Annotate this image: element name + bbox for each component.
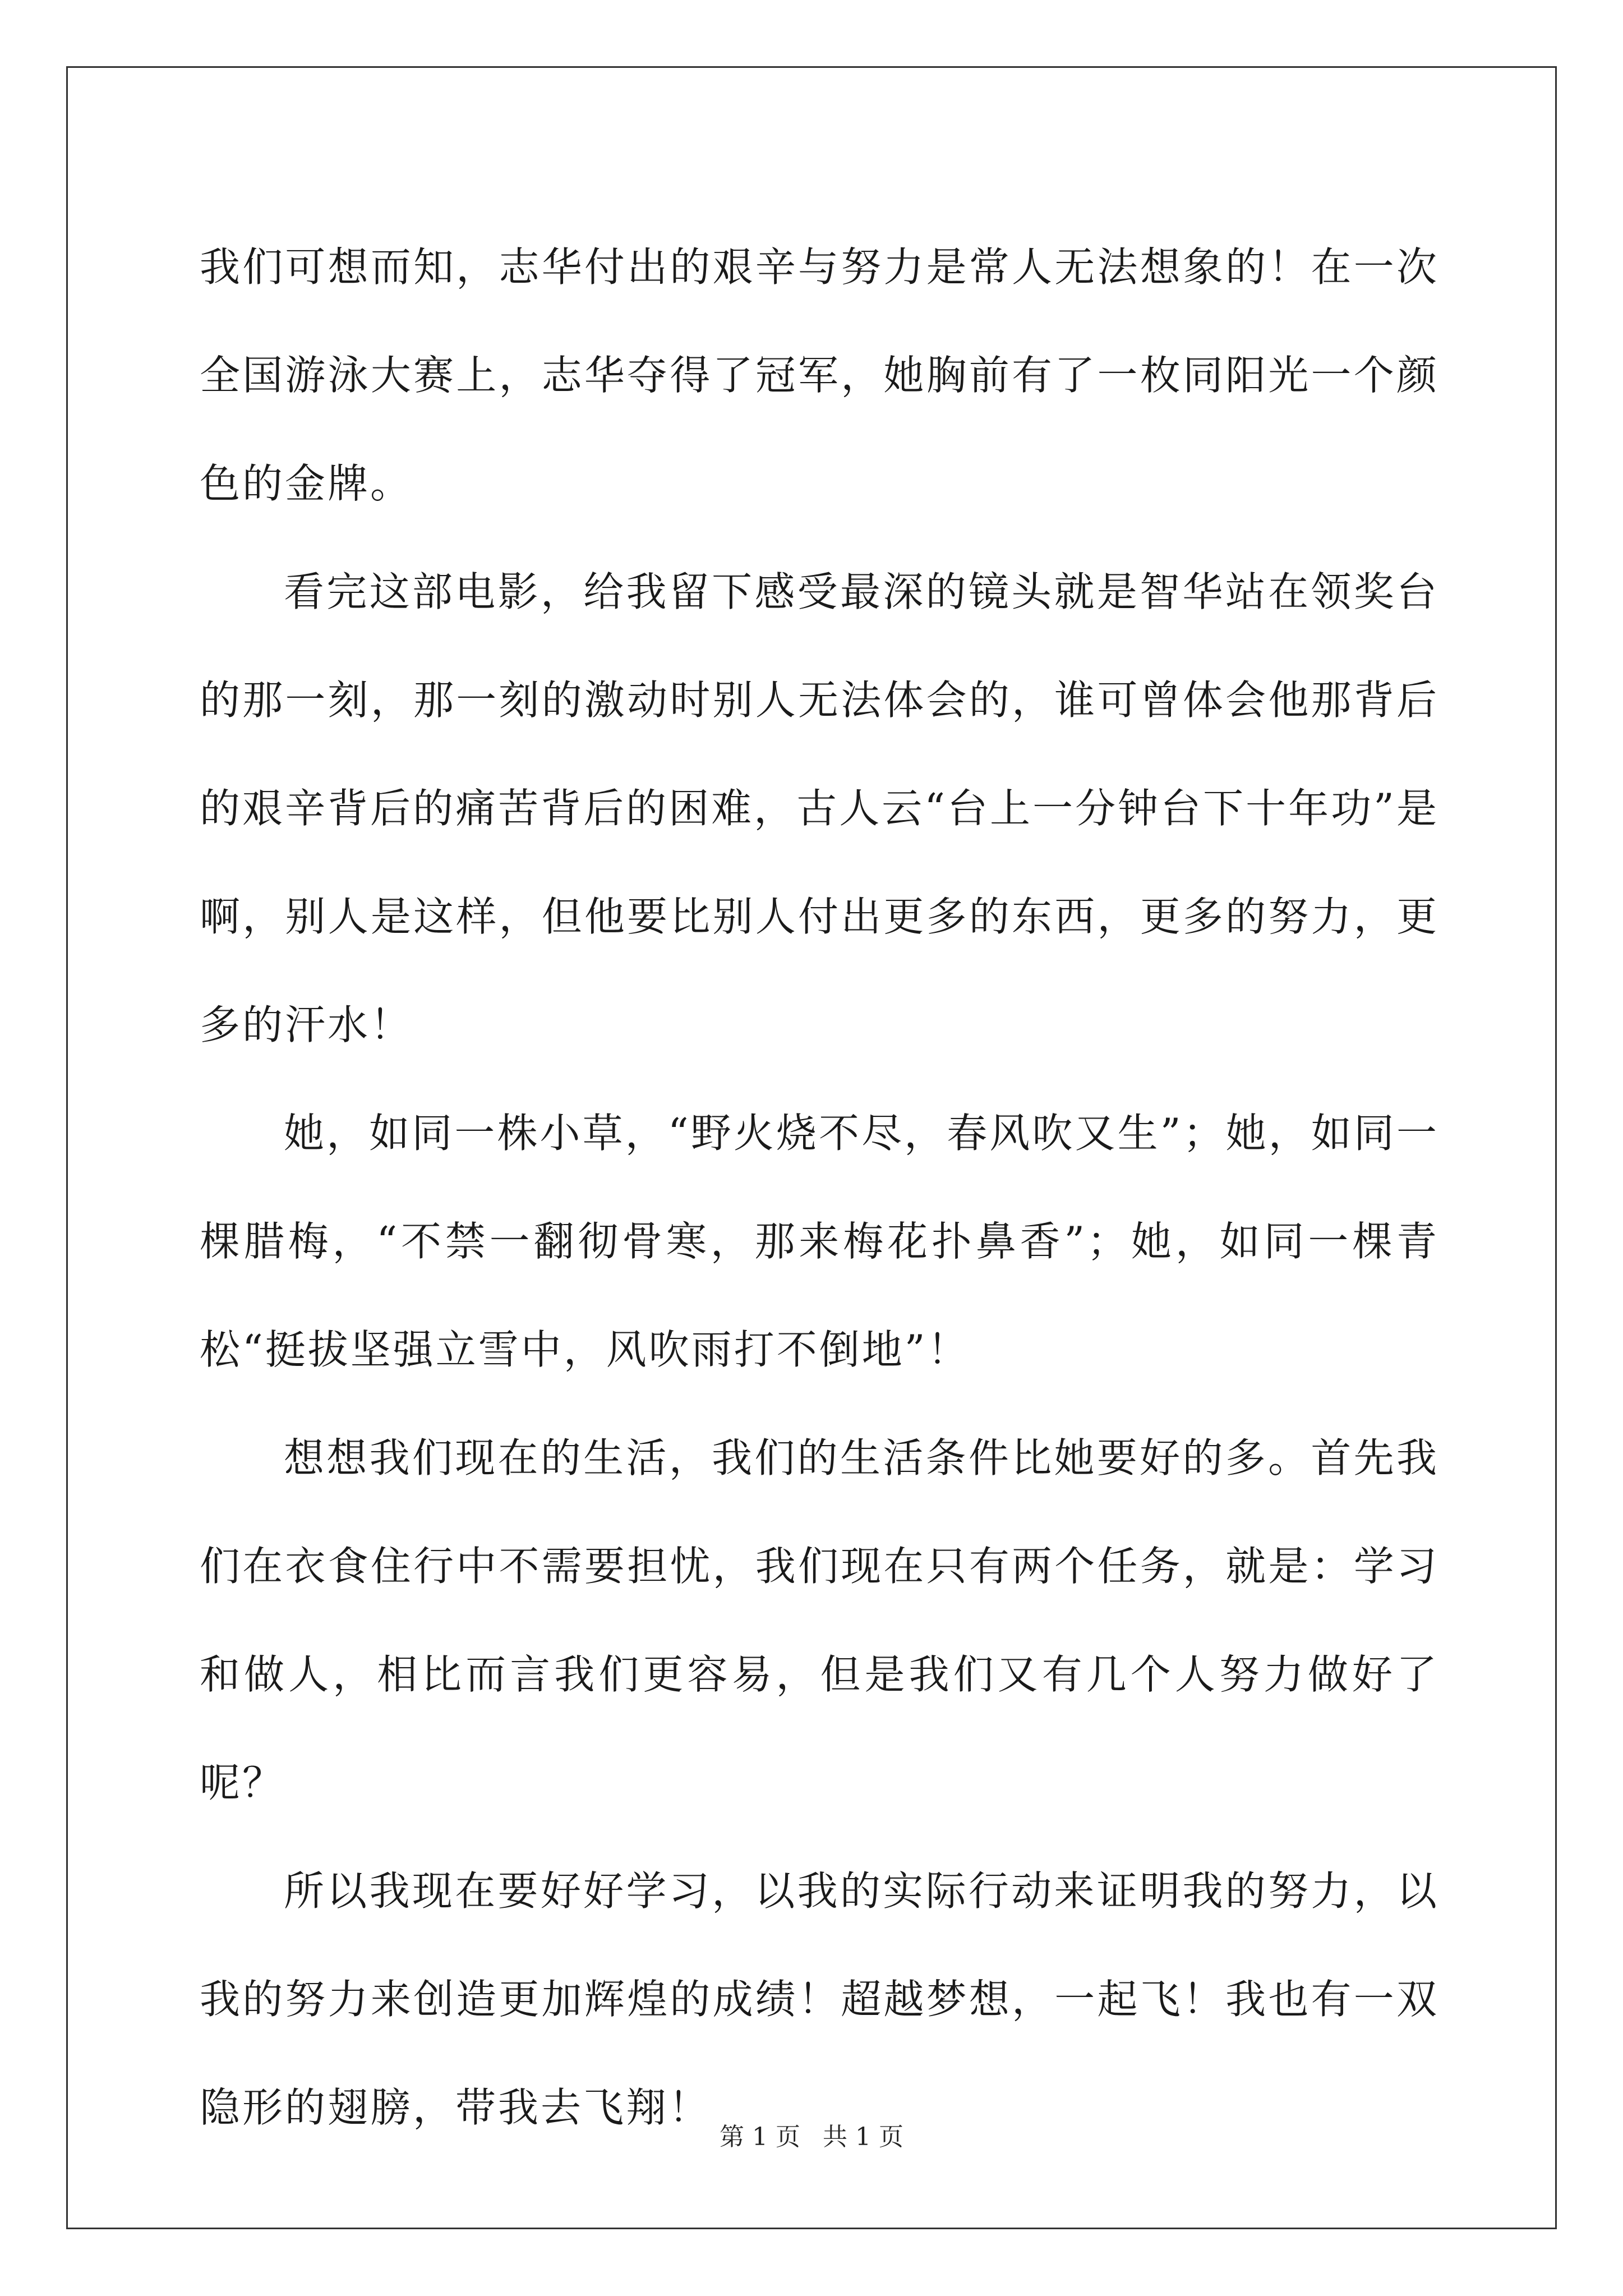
paragraph-4: 想想我们现在的生活，我们的生活条件比她要好的多。首先我们在衣食住行中不需要担忧，我们现在只有两个任务，就是：学习和做人，相比而言我们更容易，但是我们又有几个人努力做好了呢？ [200,1434,1439,1806]
paragraph-2: 看完这部电影，给我留下感受最深的镜头就是智华站在领奖台的那一刻，那一刻的激动时别人无法体会的，谁可曾体会他那背后的艰辛背后的痛苦背后的困难，古人云“台上一分钟台下十年功”是啊，别人是这样，但他要比别人付出更多的东西，更多的努力，更多的汗水！ [200,568,1439,1048]
paragraph-1: 我们可想而知，志华付出的艰辛与努力是常人无法想象的！在一次全国游泳大赛上，志华夺得了冠军，她胸前有了一枚同阳光一个颜色的金牌。 [200,243,1439,507]
paragraph-3: 她，如同一株小草，“野火烧不尽，春风吹又生”；她，如同一棵腊梅，“不禁一翻彻骨寒，那来梅花扑鼻香”；她，如同一棵青松“挺拔坚强立雪中，风吹雨打不倒地”！ [200,1110,1439,1373]
page-number: 第 1 页 [720,2123,800,2151]
document-body [200,213,1439,2162]
paragraph-5: 所以我现在要好好学习，以我的实际行动来证明我的努力，以我的努力来创造更加辉煌的成绩！超越梦想，一起飞！我也有一双隐形的翅膀，带我去飞翔！ [200,1867,1439,2131]
page-footer [0,2120,1623,2154]
page-total: 共 1 页 [823,2123,903,2151]
